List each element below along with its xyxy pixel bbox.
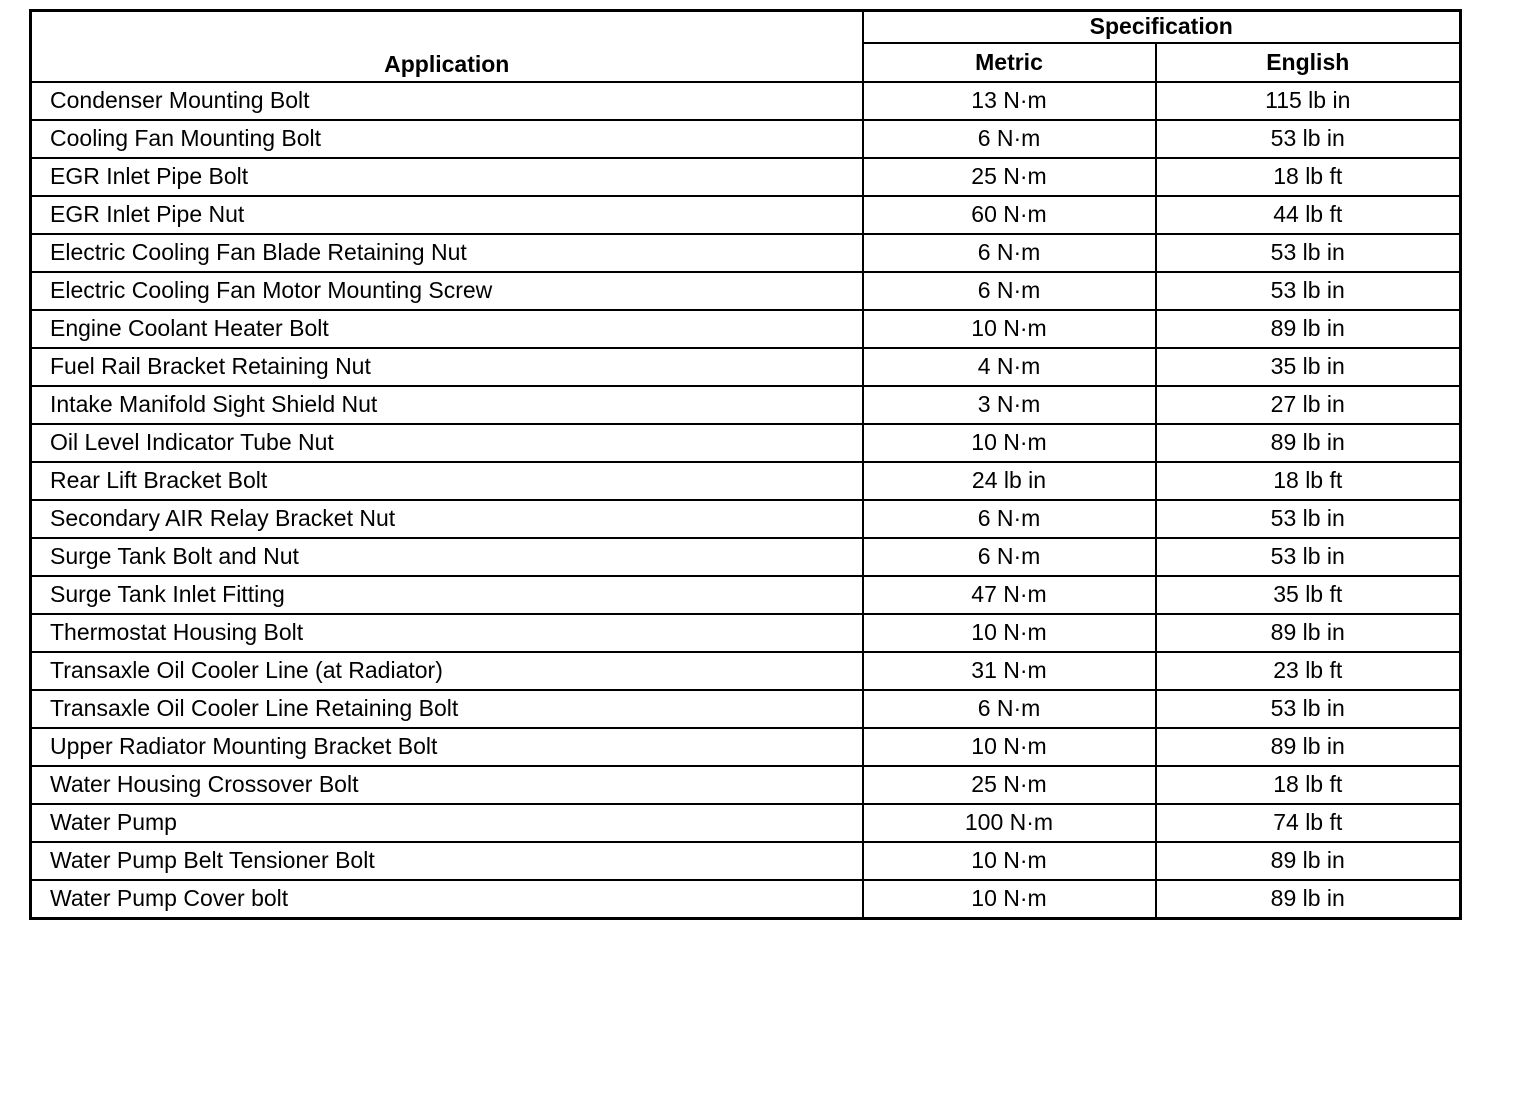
metric-cell: 10 N·m bbox=[863, 614, 1156, 652]
table-row bbox=[31, 196, 1461, 234]
metric-cell: 10 N·m bbox=[863, 842, 1156, 880]
english-cell: 18 lb ft bbox=[1156, 158, 1461, 196]
application-cell: Electric Cooling Fan Motor Mounting Screw bbox=[31, 272, 863, 310]
metric-cell: 25 N·m bbox=[863, 158, 1156, 196]
english-cell: 53 lb in bbox=[1156, 538, 1461, 576]
english-cell: 89 lb in bbox=[1156, 728, 1461, 766]
application-cell: Rear Lift Bracket Bolt bbox=[31, 462, 863, 500]
table-row bbox=[31, 462, 1461, 500]
metric-cell: 3 N·m bbox=[863, 386, 1156, 424]
english-cell: 53 lb in bbox=[1156, 690, 1461, 728]
metric-cell: 25 N·m bbox=[863, 766, 1156, 804]
english-cell: 18 lb ft bbox=[1156, 462, 1461, 500]
english-cell: 35 lb ft bbox=[1156, 576, 1461, 614]
metric-cell: 4 N·m bbox=[863, 348, 1156, 386]
application-cell: Water Pump bbox=[31, 804, 863, 842]
metric-cell: 31 N·m bbox=[863, 652, 1156, 690]
table-row bbox=[31, 158, 1461, 196]
application-cell: Intake Manifold Sight Shield Nut bbox=[31, 386, 863, 424]
table-row bbox=[31, 576, 1461, 614]
table-row bbox=[31, 614, 1461, 652]
english-cell: 18 lb ft bbox=[1156, 766, 1461, 804]
table-row bbox=[31, 500, 1461, 538]
application-cell: EGR Inlet Pipe Bolt bbox=[31, 158, 863, 196]
application-cell: Water Housing Crossover Bolt bbox=[31, 766, 863, 804]
metric-cell: 6 N·m bbox=[863, 690, 1156, 728]
application-cell: Transaxle Oil Cooler Line (at Radiator) bbox=[31, 652, 863, 690]
table-row bbox=[31, 310, 1461, 348]
metric-cell: 24 lb in bbox=[863, 462, 1156, 500]
specification-header: Specification bbox=[863, 11, 1461, 43]
application-cell: Condenser Mounting Bolt bbox=[31, 82, 863, 120]
metric-header: Metric bbox=[863, 43, 1156, 82]
application-cell: Secondary AIR Relay Bracket Nut bbox=[31, 500, 863, 538]
application-cell: Upper Radiator Mounting Bracket Bolt bbox=[31, 728, 863, 766]
application-cell: Engine Coolant Heater Bolt bbox=[31, 310, 863, 348]
table-row bbox=[31, 348, 1461, 386]
english-cell: 89 lb in bbox=[1156, 614, 1461, 652]
application-cell: Surge Tank Inlet Fitting bbox=[31, 576, 863, 614]
english-cell: 53 lb in bbox=[1156, 234, 1461, 272]
table-row bbox=[31, 766, 1461, 804]
table-row bbox=[31, 272, 1461, 310]
metric-cell: 47 N·m bbox=[863, 576, 1156, 614]
metric-cell: 10 N·m bbox=[863, 728, 1156, 766]
metric-cell: 100 N·m bbox=[863, 804, 1156, 842]
english-cell: 23 lb ft bbox=[1156, 652, 1461, 690]
metric-cell: 6 N·m bbox=[863, 500, 1156, 538]
table-body bbox=[31, 82, 1461, 919]
application-cell: Fuel Rail Bracket Retaining Nut bbox=[31, 348, 863, 386]
table-row bbox=[31, 728, 1461, 766]
english-cell: 53 lb in bbox=[1156, 500, 1461, 538]
table-row bbox=[31, 82, 1461, 120]
table-row bbox=[31, 538, 1461, 576]
application-header: Application bbox=[31, 11, 863, 82]
application-cell: Thermostat Housing Bolt bbox=[31, 614, 863, 652]
table-row bbox=[31, 690, 1461, 728]
application-cell: Water Pump Cover bolt bbox=[31, 880, 863, 919]
metric-cell: 6 N·m bbox=[863, 234, 1156, 272]
english-cell: 53 lb in bbox=[1156, 120, 1461, 158]
metric-cell: 60 N·m bbox=[863, 196, 1156, 234]
english-cell: 89 lb in bbox=[1156, 842, 1461, 880]
english-cell: 115 lb in bbox=[1156, 82, 1461, 120]
application-cell: EGR Inlet Pipe Nut bbox=[31, 196, 863, 234]
application-cell: Water Pump Belt Tensioner Bolt bbox=[31, 842, 863, 880]
table-row bbox=[31, 880, 1461, 919]
table-header bbox=[31, 11, 1461, 82]
english-cell: 89 lb in bbox=[1156, 424, 1461, 462]
english-cell: 53 lb in bbox=[1156, 272, 1461, 310]
table-row bbox=[31, 424, 1461, 462]
torque-spec-table bbox=[29, 9, 1462, 920]
application-cell: Electric Cooling Fan Blade Retaining Nut bbox=[31, 234, 863, 272]
application-cell: Cooling Fan Mounting Bolt bbox=[31, 120, 863, 158]
metric-cell: 10 N·m bbox=[863, 880, 1156, 919]
metric-cell: 13 N·m bbox=[863, 82, 1156, 120]
metric-cell: 6 N·m bbox=[863, 120, 1156, 158]
english-cell: 27 lb in bbox=[1156, 386, 1461, 424]
english-cell: 44 lb ft bbox=[1156, 196, 1461, 234]
table-row bbox=[31, 234, 1461, 272]
application-cell: Oil Level Indicator Tube Nut bbox=[31, 424, 863, 462]
english-cell: 74 lb ft bbox=[1156, 804, 1461, 842]
application-cell: Transaxle Oil Cooler Line Retaining Bolt bbox=[31, 690, 863, 728]
metric-cell: 6 N·m bbox=[863, 538, 1156, 576]
application-cell: Surge Tank Bolt and Nut bbox=[31, 538, 863, 576]
english-cell: 89 lb in bbox=[1156, 880, 1461, 919]
metric-cell: 6 N·m bbox=[863, 272, 1156, 310]
english-cell: 89 lb in bbox=[1156, 310, 1461, 348]
table-row bbox=[31, 386, 1461, 424]
english-header: English bbox=[1156, 43, 1461, 82]
table-row bbox=[31, 842, 1461, 880]
metric-cell: 10 N·m bbox=[863, 310, 1156, 348]
table-row bbox=[31, 804, 1461, 842]
table-row bbox=[31, 120, 1461, 158]
english-cell: 35 lb in bbox=[1156, 348, 1461, 386]
table-row bbox=[31, 652, 1461, 690]
metric-cell: 10 N·m bbox=[863, 424, 1156, 462]
